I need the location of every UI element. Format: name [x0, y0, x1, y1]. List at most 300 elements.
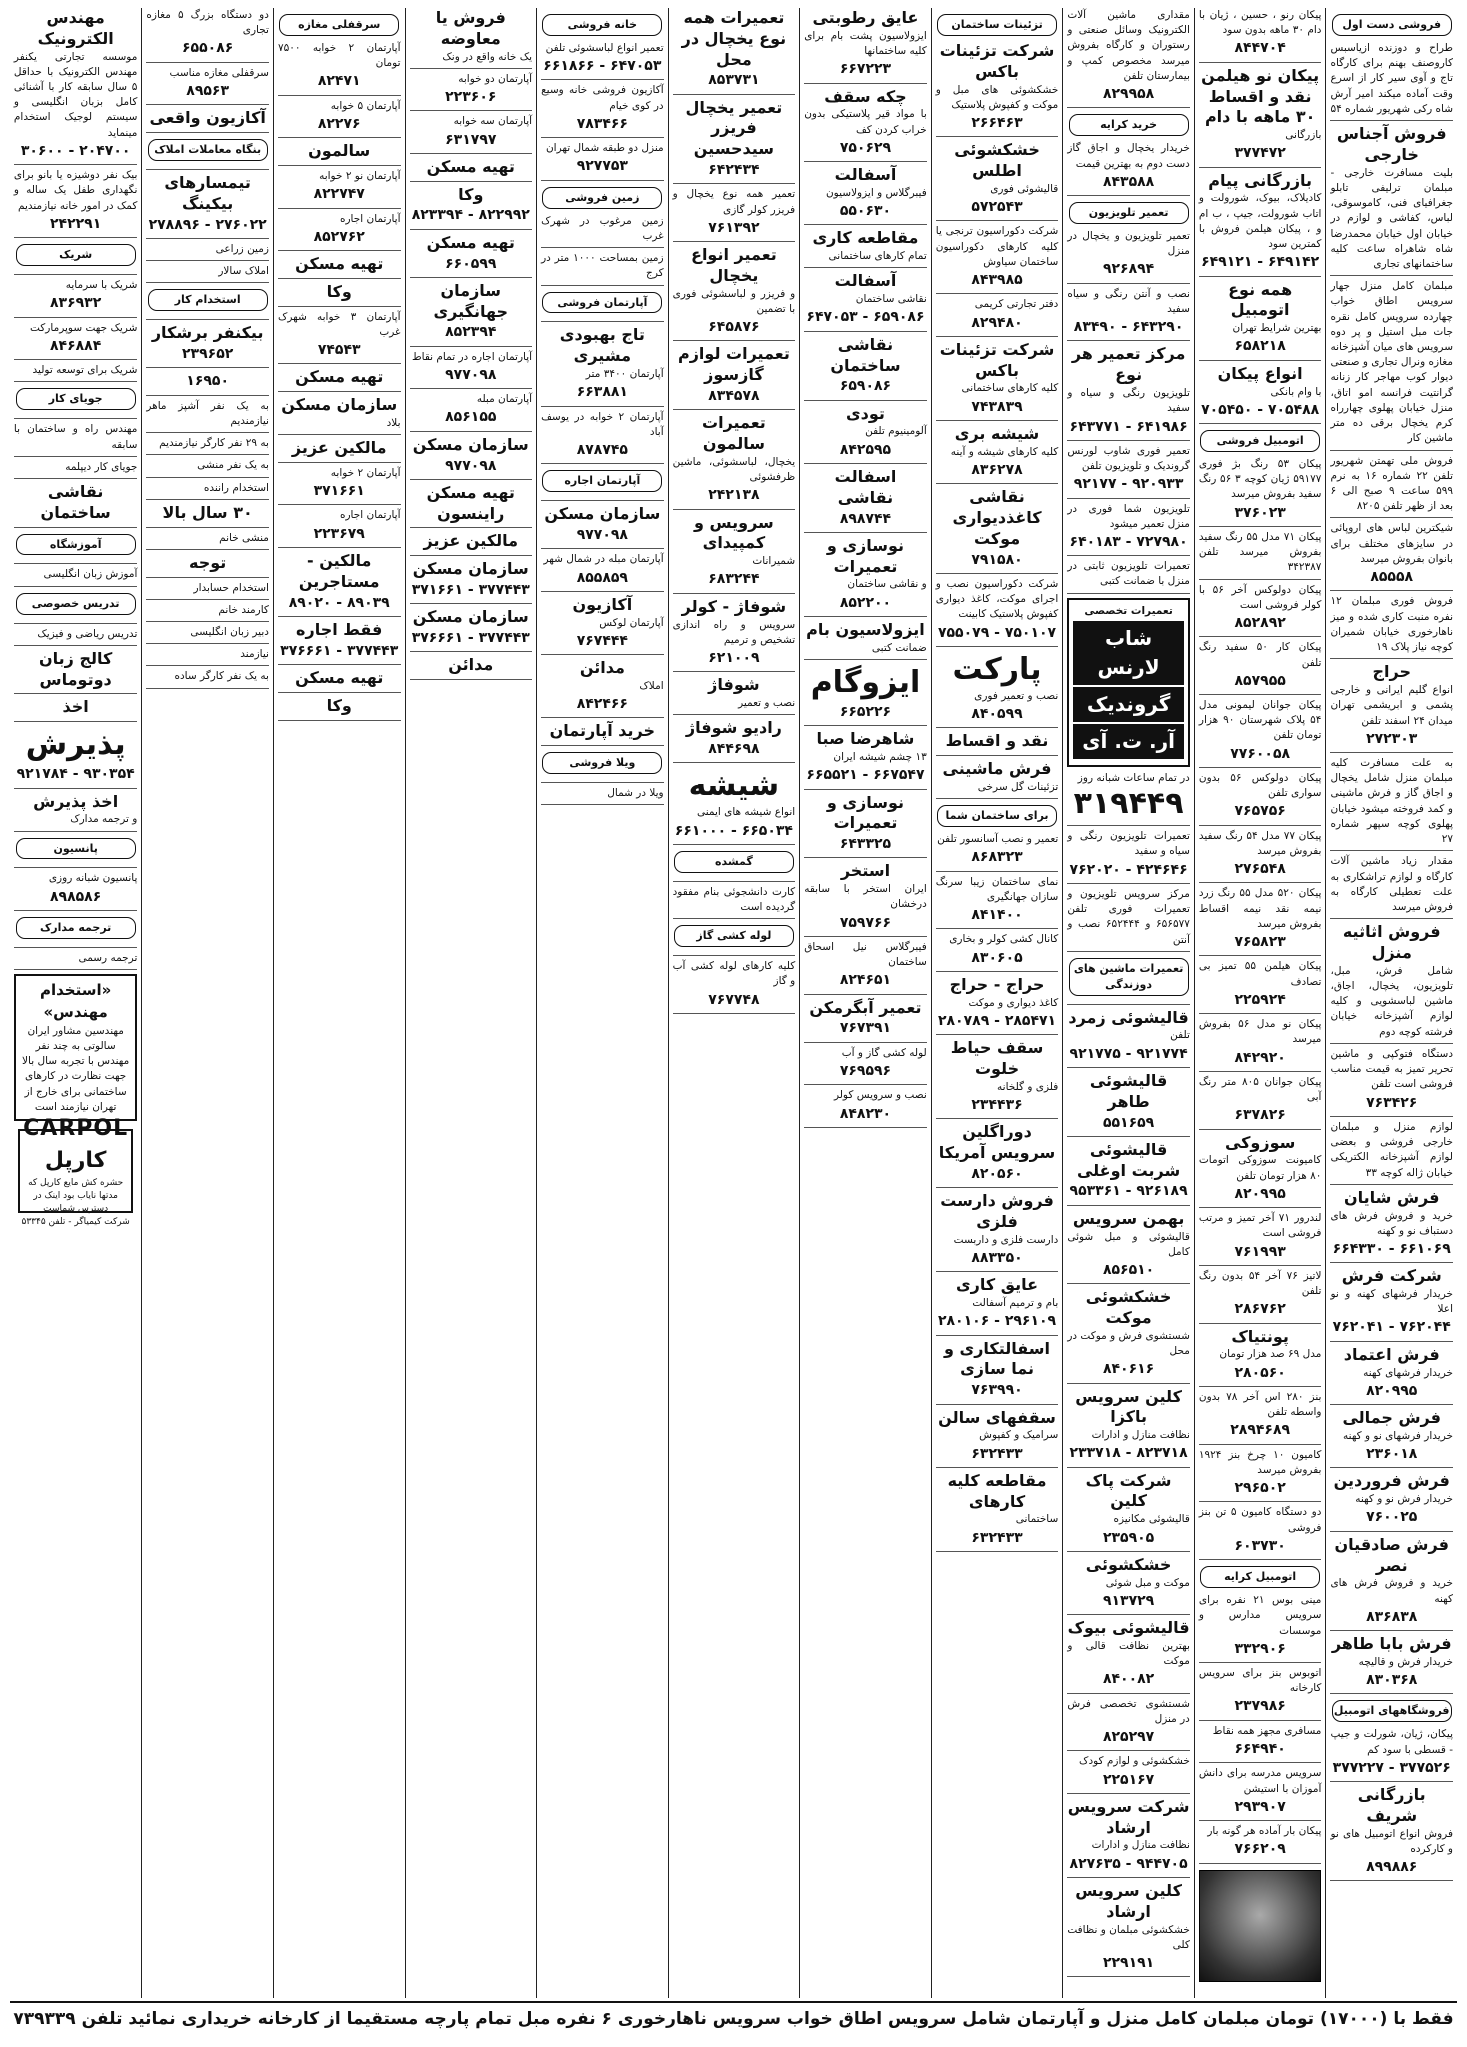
classified-ad — [14, 864, 137, 868]
ad-body: خریدار فرشهای نو و کهنه — [1343, 1429, 1453, 1442]
ad-phone: ۹۴۴۷۰۵ - ۸۲۷۶۳۵ — [1069, 1855, 1188, 1872]
ad-body: ساختمانی — [1015, 1513, 1059, 1526]
ad-phone: ۷۵۰۱۰۷ - ۷۵۵۰۷۹ — [937, 624, 1057, 641]
classified-ad — [804, 861, 927, 937]
classified-ad — [1199, 280, 1322, 361]
ad-phone: ۸۲۲۹۹۲ - ۸۲۳۳۹۴ — [411, 207, 530, 224]
ad-body: نقاشی ساختمان — [855, 293, 927, 306]
ad-body: خشکشوئی مبلمان و نظافت کلی — [1067, 1923, 1190, 1951]
ad-title: تعمیر یخچال فریزر سیدحسین — [685, 97, 783, 159]
classified-ad — [14, 627, 137, 646]
ad-title: فرش جمالی — [1342, 1408, 1441, 1428]
ad-phone: ۲۲۹۱۹۱ — [1102, 1955, 1155, 1972]
ad-body: تلویزیون شما فوری در منزل تعمیر میشود — [1067, 502, 1190, 530]
ad-body: دو دستگاه کامیون ۵ تن بنز فروشی — [1198, 1506, 1322, 1534]
carpol-body: حشره کش مایع کارپل که مدتها نایاب بود اینک در دسترس شماست — [28, 1177, 124, 1214]
classified-ad — [1067, 1697, 1190, 1752]
ad-body: کلیه کارهای ساختمانی — [961, 382, 1059, 395]
classified-ad — [804, 165, 927, 225]
ad-phone: ۷۶۱۹۹۳ — [1234, 1243, 1286, 1260]
ad-body: کادیلاک، بیوک، شورولت و اتاب شورولت، جیپ ، ب ام و ، پیکان هیلمن فروش با کمترین سود — [1198, 192, 1322, 251]
ad-title: اخذ پذیرش — [33, 791, 119, 811]
ad-phone: ۶۶۵۲۲۶ — [839, 703, 892, 720]
ad-body: بام و ترمیم آسفالت — [972, 1297, 1059, 1310]
ad-title: آسفالت — [834, 165, 897, 185]
classified-ad — [1199, 1075, 1322, 1130]
classified-ad — [1067, 1071, 1190, 1137]
ad-title: کلین سرویس ارشاد — [1075, 1881, 1182, 1921]
ad-title: قالیشوئی زمرد — [1068, 1007, 1189, 1027]
ad-title: بهمن سرویس — [1072, 1208, 1185, 1228]
ad-title: فرش صادقیان نصر — [1334, 1534, 1449, 1575]
ad-body: شریک جهت سوپرمارکت — [30, 321, 138, 334]
ad-body: سرویس و راه اندازی تشخیص و ترمیم — [672, 618, 796, 646]
section-header: ترجمه مدارک — [16, 917, 136, 939]
ad-title: شرکت سرویس ارشاد — [1067, 1796, 1190, 1837]
ad-phone: ۷۶۵۷۵۶ — [1234, 803, 1286, 820]
ad-body: قالیشوئی و مبل شوئی کامل — [1067, 1230, 1190, 1258]
ad-body: به یک نفر منشی — [197, 459, 269, 472]
ad-body: تمام کارهای ساختمانی — [828, 250, 927, 263]
classified-ad — [936, 759, 1059, 799]
ad-phone: ۹۷۷۰۹۸ — [445, 366, 497, 383]
ad-title: سرویس و کمپیدای — [694, 512, 774, 553]
ad-body: ایزولاسیون پشت بام برای کلیه ساختمانها — [804, 29, 927, 58]
classified-ad — [1067, 1471, 1190, 1552]
section-header: پانسیون — [16, 838, 136, 860]
classified-ad — [936, 224, 1059, 294]
ad-phone: ۶۴۳۲۹۰ - ۸۳۴۹۰ — [1073, 319, 1184, 336]
ad-body: آپارتمان مبله در شمال شهر — [543, 553, 664, 566]
ad-body: به ۲۹ نفر کارگر نیازمندیم — [159, 437, 269, 450]
classified-ad — [146, 66, 269, 106]
classified-ad — [936, 832, 1059, 872]
ad-phone: ۸۸۳۳۵۰ — [971, 1250, 1023, 1267]
ad-title: قالیشوئی بیوک — [1067, 1618, 1190, 1638]
classified-ad — [1330, 756, 1453, 851]
ad-body: شرکت دکوراسیون ترنجی یا کلیه کارهای دکوراسیون ساختمان سیاوش — [935, 225, 1059, 268]
ad-title: چکه سقف — [824, 86, 907, 106]
ad-phone: ۸۹۰۳۹ - ۸۹۰۲۰ — [288, 594, 390, 611]
ad-phone: ۲۸۶۷۶۲ — [1234, 1301, 1286, 1318]
ad-phone: ۸۴۴۷۰۴ — [1234, 40, 1286, 57]
ad-phone: ۷۴۳۸۳۹ — [971, 398, 1023, 415]
ad-title: وکا — [326, 281, 352, 301]
classified-ad — [804, 1088, 927, 1128]
ad-phone: ۶۶۴۹۴۰ — [1234, 1740, 1286, 1757]
ad-body: ضمانت کتبی — [871, 641, 927, 654]
ad-body: منشی خانم — [219, 531, 269, 544]
classified-ad — [936, 297, 1059, 337]
classified-ad — [673, 878, 796, 882]
ad-body: کارت دانشجوئی بنام مفقود گردیده است — [672, 885, 796, 914]
ad-title: تودی — [846, 403, 885, 423]
classified-ad — [146, 108, 269, 133]
ad-title: تیمسارهای بیکینگ — [164, 172, 251, 213]
ad-body: خریدار فرش و قالیچه — [1358, 1655, 1453, 1668]
classified-ad — [1330, 662, 1453, 753]
classified-ad — [1067, 1754, 1190, 1794]
ad-body: خریدار یخچال و اجاق گاز دست دوم به بهترین قیمت — [1067, 142, 1190, 170]
ad-body: سرامیک و کفپوش — [979, 1429, 1059, 1442]
classified-ad — [936, 731, 1059, 756]
classified-columns — [10, 8, 1457, 1998]
ad-body: یخچال، لباسشوئی، ماشین ظرفشوئی — [672, 455, 796, 484]
ad-phone: ۸۳۰۶۰۵ — [971, 949, 1023, 966]
classified-ad — [804, 404, 927, 464]
ad-phone: ۸۵۲۳۹۴ — [445, 324, 497, 341]
classified-ad — [1199, 886, 1322, 956]
classified-ad — [673, 959, 796, 1014]
ad-title: سقف حیاط خلوت — [950, 1038, 1044, 1079]
ad-body: کلیه کارهای لوله کشی آب و گاز — [672, 960, 796, 988]
classified-ad — [936, 1471, 1059, 1552]
ad-body: استخدام حسابدار — [193, 581, 269, 594]
column-8 — [405, 8, 537, 1998]
ad-phone: ۸۵۲۲۰۰ — [839, 594, 892, 611]
ad-phone: ۶۳۱۷۹۷ — [445, 131, 497, 148]
ad-phone: ۷۵۰۶۲۹ — [839, 139, 892, 156]
classified-ad — [1067, 887, 1190, 952]
classified-ad — [936, 1408, 1059, 1468]
classified-ad — [1330, 41, 1453, 121]
ad-phone: ۳۳۲۹۰۶ — [1234, 1640, 1286, 1657]
ad-title: آسفالت — [834, 271, 897, 291]
classified-ad — [278, 466, 401, 506]
ad-body: کارمند خانم — [218, 603, 269, 616]
classified-ad — [1199, 364, 1322, 424]
classified-ad — [1199, 1133, 1322, 1209]
section-header: لوله کشی گاز — [674, 925, 794, 947]
ad-body: شامل فرش، مبل، تلویزیون، یخچال، اجاق، ماشین لباسشویی و کلیه لوازم آشپزخانه خیابان فرشته کوچه دوم — [1330, 964, 1453, 1038]
column-7 — [536, 8, 668, 1998]
ad-body: خشکشوئی های مبل و موکت و کفپوش پلاستیک — [935, 83, 1059, 111]
classified-ad — [146, 669, 269, 688]
classified-ad — [1199, 1390, 1322, 1445]
ad-title: خرید آپارتمان — [549, 721, 656, 741]
ad-phone: ۲۳۷۹۸۶ — [1234, 1698, 1286, 1715]
classified-ad — [1067, 1001, 1190, 1005]
ad-phone: ۶۵۵۰۸۶ — [182, 40, 234, 57]
ad-phone: ۳۷۷۴۴۳ - ۳۷۶۶۶۱ — [280, 642, 399, 659]
ad-phone: ۳۱۹۴۴۹ — [1073, 786, 1184, 822]
classified-ad — [1067, 229, 1190, 284]
ad-body: تزئینات گل سرخی — [977, 781, 1059, 794]
classified-ad — [1067, 598, 1190, 826]
classified-ad — [146, 316, 269, 320]
ad-title: مالکین عزیز — [291, 438, 387, 458]
ad-title: فرش اعتماد — [1343, 1344, 1440, 1364]
ad-title: سازمان مسکن — [412, 434, 529, 454]
ad-body: تلفن — [1170, 1029, 1190, 1042]
ad-body: بلیت مسافرت خارجی - مبلمان ترلیفی تابلو جغرافیای فنی، کاموسوقی، لباس، کفاشی و لوازم در خیابان اول خیابان محمدرضا شاه شاهراه ساعت کلیه ساختمانهای تجاری — [1330, 166, 1453, 270]
classified-ad — [146, 647, 269, 666]
classified-ad — [1067, 1555, 1190, 1615]
classified-ad — [1330, 1535, 1453, 1631]
classified-ad — [804, 663, 927, 726]
ad-title: شوفاژ - کولر — [681, 596, 787, 616]
classified-ad — [673, 245, 796, 341]
ad-phone: ۸۵۲۷۶۲ — [313, 228, 365, 245]
ad-body: طراح و دوزنده ازیاسبس کاروصنف بهنم برای کارگاه تاج و آوی سیر کار از اسرع وقت آماده میکند امیر آرش شاه رکی شهریور شماره ۵۴ — [1330, 41, 1453, 115]
classified-ad — [14, 422, 137, 456]
ad-phone: ۱۶۹۵۰ — [186, 373, 230, 390]
ad-phone: ۶۳۲۴۳۳ — [971, 1445, 1023, 1462]
ad-body: خشکشوئی و لوازم کودک — [1079, 1755, 1190, 1768]
classified-ad — [1199, 1593, 1322, 1663]
ad-phone: ۸۲۵۲۹۷ — [1102, 1729, 1155, 1746]
ad-phone: ۸۴۰۶۱۶ — [1102, 1361, 1155, 1378]
ad-body: شریک با سرمایه — [65, 279, 138, 292]
classified-ad — [541, 497, 664, 501]
classified-ad — [14, 697, 137, 722]
ad-body: مهندس راه و ساختمان با سابقه — [13, 423, 138, 451]
ad-body: نصب و آنتن رنگی و سیاه سفید — [1067, 287, 1190, 315]
ad-phone: ۷۶۱۳۹۲ — [708, 219, 760, 236]
classified-ad — [1067, 502, 1190, 557]
ad-phone: ۸۶۸۳۲۳ — [971, 849, 1023, 866]
ad-body: پیکان جوانان لیمونی مدل ۵۴ پلاک شهرستان ۹۰ هزار تومان تلفن — [1198, 699, 1322, 742]
ad-title: اسفالتکاری و نما سازی — [944, 1338, 1051, 1379]
ad-title: سقفهای سالن — [938, 1407, 1056, 1427]
classified-ad — [1330, 1727, 1453, 1782]
classified-ad — [1067, 141, 1190, 196]
classified-ad — [278, 169, 401, 209]
ad-body: پانسیون شبانه روزی — [48, 872, 138, 885]
ad-body: شریک برای توسعه تولید — [32, 364, 138, 377]
ad-body: تعمیر تلویزیون و یخچال در منزل — [1067, 230, 1190, 258]
ad-body: پیکان، ژیان، شورلت و جیپ - قسطی با سود کم — [1330, 1728, 1453, 1756]
ad-body: شستشوی تخصصی فرش در منزل — [1067, 1697, 1190, 1725]
ad-phone: ۸۷۸۷۴۵ — [576, 442, 628, 458]
ad-phone: ۷۶۵۸۲۳ — [1234, 934, 1286, 951]
ad-phone: ۹۲۱۷۷۴ - ۹۲۱۷۷۵ — [1069, 1045, 1188, 1062]
ad-title: سازمان مسکن — [412, 559, 529, 579]
ad-title: فقط اجاره — [296, 619, 383, 639]
ad-phone: ۶۸۳۲۴۴ — [708, 571, 760, 588]
ad-title: شوفاژ — [708, 675, 760, 695]
ad-title: نقاشی ساختمان — [40, 481, 111, 522]
inverse-brand-label: گروندیک — [1073, 687, 1184, 722]
ad-title: خشکشوئی اطلس — [954, 140, 1040, 181]
classified-ad — [804, 940, 927, 995]
ad-body: قالیشوئی فوری — [990, 182, 1059, 195]
ad-title: قالیشوئی طاهر — [1089, 1070, 1168, 1111]
ad-phone: ۹۲۶۸۹۴ — [1102, 261, 1155, 278]
ad-phone: ۸۲۰۹۹۵ — [1234, 1185, 1286, 1202]
ad-phone: ۷۶۹۵۹۶ — [839, 1063, 892, 1079]
ad-title: خشکشوئی — [1085, 1554, 1172, 1574]
ad-title: فروش یا معاوضه — [435, 8, 506, 48]
classified-ad — [673, 513, 796, 594]
classified-ad — [1067, 829, 1190, 884]
ad-phone: ۷۲۷۹۸۰ - ۶۴۰۱۸۳ — [1069, 533, 1188, 550]
ad-title: تعمیر آبگرمکن — [809, 997, 922, 1017]
classified-ad — [14, 321, 137, 361]
classified-ad — [146, 458, 269, 477]
section-header: زمین فروشی — [542, 187, 662, 209]
ad-title: قالیشوئی شربت اوغلی — [1076, 1139, 1181, 1180]
ad-phone: ۸۳۶۲۷۸ — [971, 461, 1023, 478]
classified-ad — [936, 1122, 1059, 1188]
classified-ad — [410, 114, 533, 154]
carpol-company: شرکت کیمیاگر - تلفن ۵۳۳۴۵ — [21, 1216, 130, 1227]
ad-body: آپارتمان ۵ خوابه — [330, 99, 401, 112]
ad-phone: ۶۶۷۲۲۳ — [839, 61, 892, 78]
ad-body: یک خانه واقع در ونک — [442, 50, 533, 63]
classified-ad — [936, 650, 1059, 729]
classified-ad — [14, 792, 137, 832]
ad-title: توجه — [189, 552, 227, 572]
ad-title: فرش فروردین — [1333, 1471, 1450, 1491]
classified-ad — [14, 460, 137, 479]
ad-phone: ۸۳۶۹۳۲ — [50, 295, 102, 312]
ad-body: آپارتمان مبله — [476, 393, 533, 406]
ad-phone: ۷۶۰۰۲۵ — [1366, 1509, 1418, 1526]
ad-phone: ۶۳۷۸۲۶ — [1234, 1107, 1286, 1124]
ad-body: ترجمه رسمی — [78, 951, 138, 964]
classified-ad — [1330, 1785, 1453, 1881]
ad-phone: ۸۵۶۵۱۰ — [1102, 1261, 1155, 1278]
ad-phone: ۶۴۲۴۳۴ — [708, 162, 760, 179]
ad-body: زمین بمساحت ۱۰۰۰ متر در کرج — [541, 252, 664, 280]
ad-title: وکا — [458, 184, 484, 204]
ad-body: و ترجمه مدارک — [70, 813, 138, 826]
ad-body: املاک — [639, 679, 664, 692]
classified-ad — [278, 438, 401, 463]
section-header: ویلا فروشی — [542, 752, 662, 774]
ad-body: به یک نفر کارگر ساده — [174, 670, 269, 683]
classified-ad — [146, 625, 269, 644]
classified-ad — [410, 350, 533, 390]
ad-body: بهترین شرایط تهران — [1232, 322, 1322, 335]
classified-ad — [804, 335, 927, 401]
ad-body: مبلمان کامل منزل جهار سرویس اطاق خواب چهارده سرویس کامل نقره جات مبل استیل و پر دوه سرویس های میان آشپزخانه مغازه ونرال تجاری و صنعتی دیوار کوب مهاجر کار زنانه گرانتیت فرانسه امو اتاق، منزل خیابان پهلوی چهارراه کرم یخچال برقی ده متر ماشین کار — [1330, 280, 1453, 445]
ad-phone: ۹۱۳۷۲۹ — [1102, 1592, 1155, 1609]
classified-ad — [936, 140, 1059, 221]
ad-title: بازرگانی پیام — [1208, 170, 1313, 190]
ad-phone: ۶۵۹۰۸۶ - ۶۴۷۰۵۳ — [806, 309, 925, 326]
classified-ad — [1199, 829, 1322, 884]
classified-ad — [804, 620, 927, 660]
ad-phone: ۲۹۳۹۰۷ — [1234, 1798, 1286, 1815]
ad-title: شیشه بری — [954, 423, 1040, 443]
classified-ad — [278, 668, 401, 693]
ad-body: خریدار فرش نو و کهنه — [1355, 1493, 1453, 1506]
classified-ad — [673, 8, 796, 95]
classified-ad — [1199, 1824, 1322, 1864]
classified-ad — [278, 41, 401, 96]
ad-title: نقد و اقساط — [945, 731, 1049, 751]
carpol-logo-ad — [18, 1115, 133, 1227]
ad-title: تهیه مسکن — [295, 667, 384, 687]
ad-title: همه نوع اتومبیل — [1228, 279, 1293, 320]
classified-ad — [146, 581, 269, 600]
classified-ad — [146, 264, 269, 283]
ad-body: آپارتمان دو خوابه — [458, 72, 533, 85]
ad-body: آپارتمان سه خوابه — [453, 115, 533, 128]
ad-body: آموزش زبان انگلیسی — [43, 568, 138, 581]
ad-phone: ۳۷۷۴۴۳ - ۳۷۶۶۶۱ — [411, 630, 530, 647]
classified-ad — [1199, 1724, 1322, 1764]
classified-ad — [541, 658, 664, 718]
ad-title: فرش شایان — [1343, 1187, 1440, 1207]
classified-ad — [1067, 1387, 1190, 1468]
ad-phone: ۲۳۵۹۰۵ — [1102, 1529, 1155, 1546]
ad-body: تعمیر همه نوع یخچال و فریزر کولر گازی — [672, 188, 796, 216]
ad-body: نصب و تعمیر فوری — [974, 689, 1059, 702]
ad-body: املاک سالار — [218, 265, 269, 278]
ad-title: بیکنفر برشکار — [151, 323, 264, 343]
ad-body: مقداری ماشین آلات الکترونیک وسائل صنعتی و رستوران و کارگاه بفروش میرسد مخصوص کمپ و بیمارستان تلفن — [1067, 9, 1190, 82]
ad-phone: ۲۸۰۵۶۰ — [1234, 1364, 1286, 1381]
column-10 — [141, 8, 273, 1998]
ad-phone: ۸۵۶۱۵۵ — [445, 409, 497, 426]
ad-phone: ۲۳۹۶۵۲ — [182, 346, 234, 363]
ad-title: سازمان مسکن — [544, 504, 661, 524]
ad-title: رادیو شوفاژ — [685, 718, 782, 738]
ad-body: موسسه تجارتی یکنفر مهندس الکترونیک با حداقل ۵ سال سابقه کار با آشنائی کامل بزبان انگلیسی و سیستم لوجیک استخدام مینماید — [13, 50, 138, 139]
classified-ad — [936, 487, 1059, 574]
section-header: آپارتمان فروشی — [542, 292, 662, 314]
ad-phone: ۳۷۱۶۶۱ — [313, 483, 365, 500]
ad-body: خرید و فروش فرش های دستباف نو و کهنه — [1330, 1209, 1453, 1237]
ad-body: آپارتمان اجاره — [339, 212, 401, 225]
classified-ad — [1199, 1766, 1322, 1821]
ad-body: پیکان رنو ، حسین ، ژیان با دام ۳۰ ماهه بدون سود — [1198, 9, 1322, 37]
ad-phone: ۸۳۰۳۶۸ — [1366, 1672, 1418, 1689]
classified-ad — [804, 536, 927, 617]
ad-phone: ۳۷۷۵۲۶ - ۳۷۷۲۲۷ — [1332, 1759, 1451, 1776]
ad-body: پیکان ۷۷ مدل ۵۴ رنگ سفید بفروش میرسد — [1198, 829, 1322, 857]
ad-body: مسافری مجهز همه نقاط — [1212, 1724, 1322, 1737]
ad-body: اتوبوس بنز برای سرویس کارخانه — [1198, 1667, 1322, 1695]
classified-ad — [1199, 1666, 1322, 1721]
ad-phone: ۸۵۷۹۵۵ — [1234, 672, 1286, 689]
ad-title: شاهرضا صبا — [816, 729, 915, 749]
ad-title: مدائن — [448, 655, 494, 675]
ad-body: پیکان هیلمن ۵۵ تمیز بی تصادف — [1198, 960, 1322, 988]
ad-title: نقاشی ساختمان — [830, 334, 901, 375]
classified-ad — [146, 603, 269, 622]
carpol-logo: CARPOL کارپل — [23, 1115, 129, 1173]
ad-body: پیکان نو مدل ۵۶ بفروش میرسد — [1198, 1018, 1322, 1046]
ad-body: آپارتمان ۲ خوابه — [330, 466, 401, 479]
ad-phone: ۸۵۵۸۵۹ — [576, 569, 628, 586]
classified-ad — [1199, 457, 1322, 527]
classified-ad — [146, 371, 269, 395]
ad-title: مالکین - مستاجرین — [298, 550, 380, 591]
ad-title: وکا — [326, 695, 352, 715]
classified-ad — [1330, 854, 1453, 919]
section-header: استخدام کار — [148, 289, 268, 311]
ad-phone: ۷۴۵۴۳ — [317, 342, 361, 359]
ad-phone: ۸۹۸۷۴۴ — [839, 510, 892, 527]
ad-title: فروش اثاثیه منزل — [1342, 922, 1441, 962]
ad-body: زمین مرغوب در شهرک غرب — [541, 214, 664, 242]
ad-title: تهیه مسکن — [426, 232, 515, 252]
ad-title: فروش آجناس خارجی — [1336, 124, 1447, 164]
classified-ad — [541, 325, 664, 406]
classified-ad — [14, 415, 137, 419]
ad-phone: ۲۷۶۰۲۲ - ۲۷۸۸۹۶ — [148, 216, 267, 233]
ad-body: فروش فوری مبلمان ۱۲ نفره منبت کاری شده و میز ناهارخوری خیابان شمیران کوچه نیاز پلاک ۱۹ — [1330, 595, 1453, 654]
ad-phone: ۴۲۴۶۴۶ - ۷۶۲۰۲۰ — [1069, 861, 1188, 878]
ad-body: قالیشوئی مکانیزه — [1113, 1513, 1190, 1526]
classified-ad — [146, 436, 269, 455]
ad-title: تهیه مسکن راینسون — [426, 482, 515, 523]
ad-title: شرکت تزئینات باکس — [939, 339, 1055, 380]
